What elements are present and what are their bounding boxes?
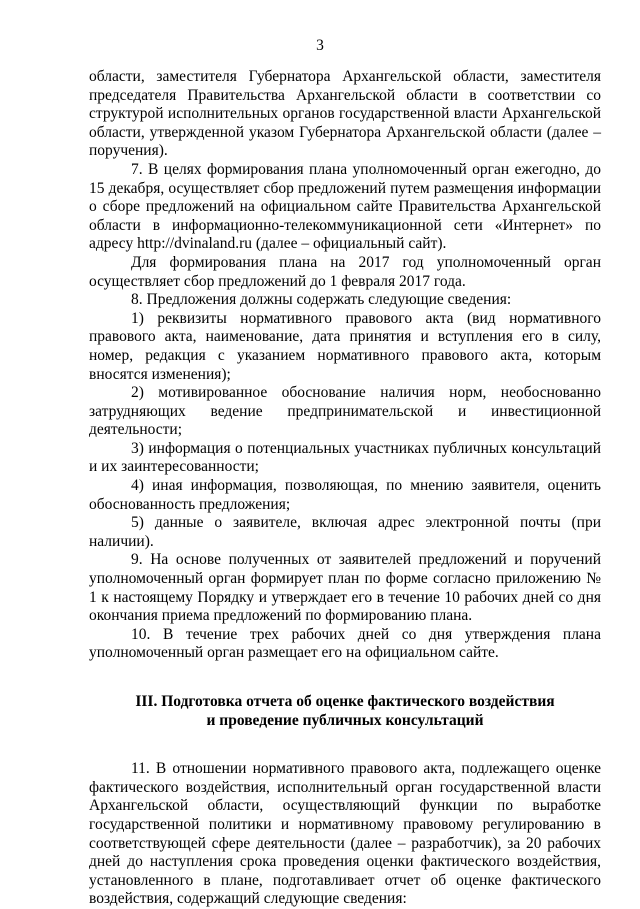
list-item-4: 4) иная информация, позволяющая, по мнению заявителя, оценить обоснованность предложения; xyxy=(89,477,601,513)
section-heading xyxy=(89,693,601,730)
page-number: 3 xyxy=(316,37,324,54)
list-item-1: 1) реквизиты нормативного правового акта (вид нормативного правового акта, наименование, дата принятия и вступления его в силу, номер, редакция с указанием нормативного правового акта, которым вносятся изменения); xyxy=(89,309,601,383)
paragraph-item-8: 8. Предложения должны содержать следующие сведения: xyxy=(131,291,512,309)
list-item-3: 3) информация о потенциальных участниках публичных консультаций и их заинтересованности; xyxy=(89,439,601,476)
paragraph-item-7: 7. В целях формирования плана уполномоченный орган ежегодно, до 15 декабря, осуществляет сбор предложений путем размещения информации о сборе предложений на официальном сайте Правительства Архангельской области в информационно-телекоммуникационной сети «Интернет» по адресу http://dvinaland.ru (далее – официальный сайт). xyxy=(89,160,601,253)
document-body xyxy=(89,68,601,909)
paragraph-item-9: 9. На основе полученных от заявителей предложений и поручений уполномоченный орган формирует план по форме согласно приложению № 1 к настоящему Порядку и утверждает его в течение 10 рабочих дней со дня окончания приема предложений по формированию плана. xyxy=(89,551,601,625)
list-item-5: 5) данные о заявителе, включая адрес электронной почты (при наличии). xyxy=(89,514,601,550)
paragraph-item-11: 11. В отношении нормативного правового акта, подлежащего оценке фактического воздействия, исполнительный орган государственной власти Архангельской области, осуществляющий функции по выработке государственной политики и нормативному правовому регулированию в соответствующей сфере деятельности (далее – разработчик), за 20 рабочих дней до наступления срока проведения оценки фактического воздействия, установленного в плане, подготавливает отчет об оценке фактического воздействия, содержащий следующие сведения: xyxy=(89,760,601,908)
list-item-2: 2) мотивированное обоснование наличия норм, необоснованно затрудняющих ведение предпринимательской и инвестиционной деятельности; xyxy=(89,384,601,439)
paragraph-continuation: области, заместителя Губернатора Архангельской области, заместителя председателя Правительства Архангельской области в соответствии со структурой исполнительных органов государственной власти Архангельской области, утвержденной указом Губернатора Архангельской области (далее – поручения). xyxy=(89,68,601,160)
section-heading-line-1: III. Подготовка отчета об оценке фактического воздействия xyxy=(135,693,555,710)
paragraph-item-7-note: Для формирования плана на 2017 год уполномоченный орган осуществляет сбор предложений до 1 февраля 2017 года. xyxy=(89,253,601,290)
paragraph-item-10: 10. В течение трех рабочих дней со дня утверждения плана уполномоченный орган размещает его на официальном сайте. xyxy=(89,625,601,662)
section-heading-line-2: и проведение публичных консультаций xyxy=(206,711,484,729)
